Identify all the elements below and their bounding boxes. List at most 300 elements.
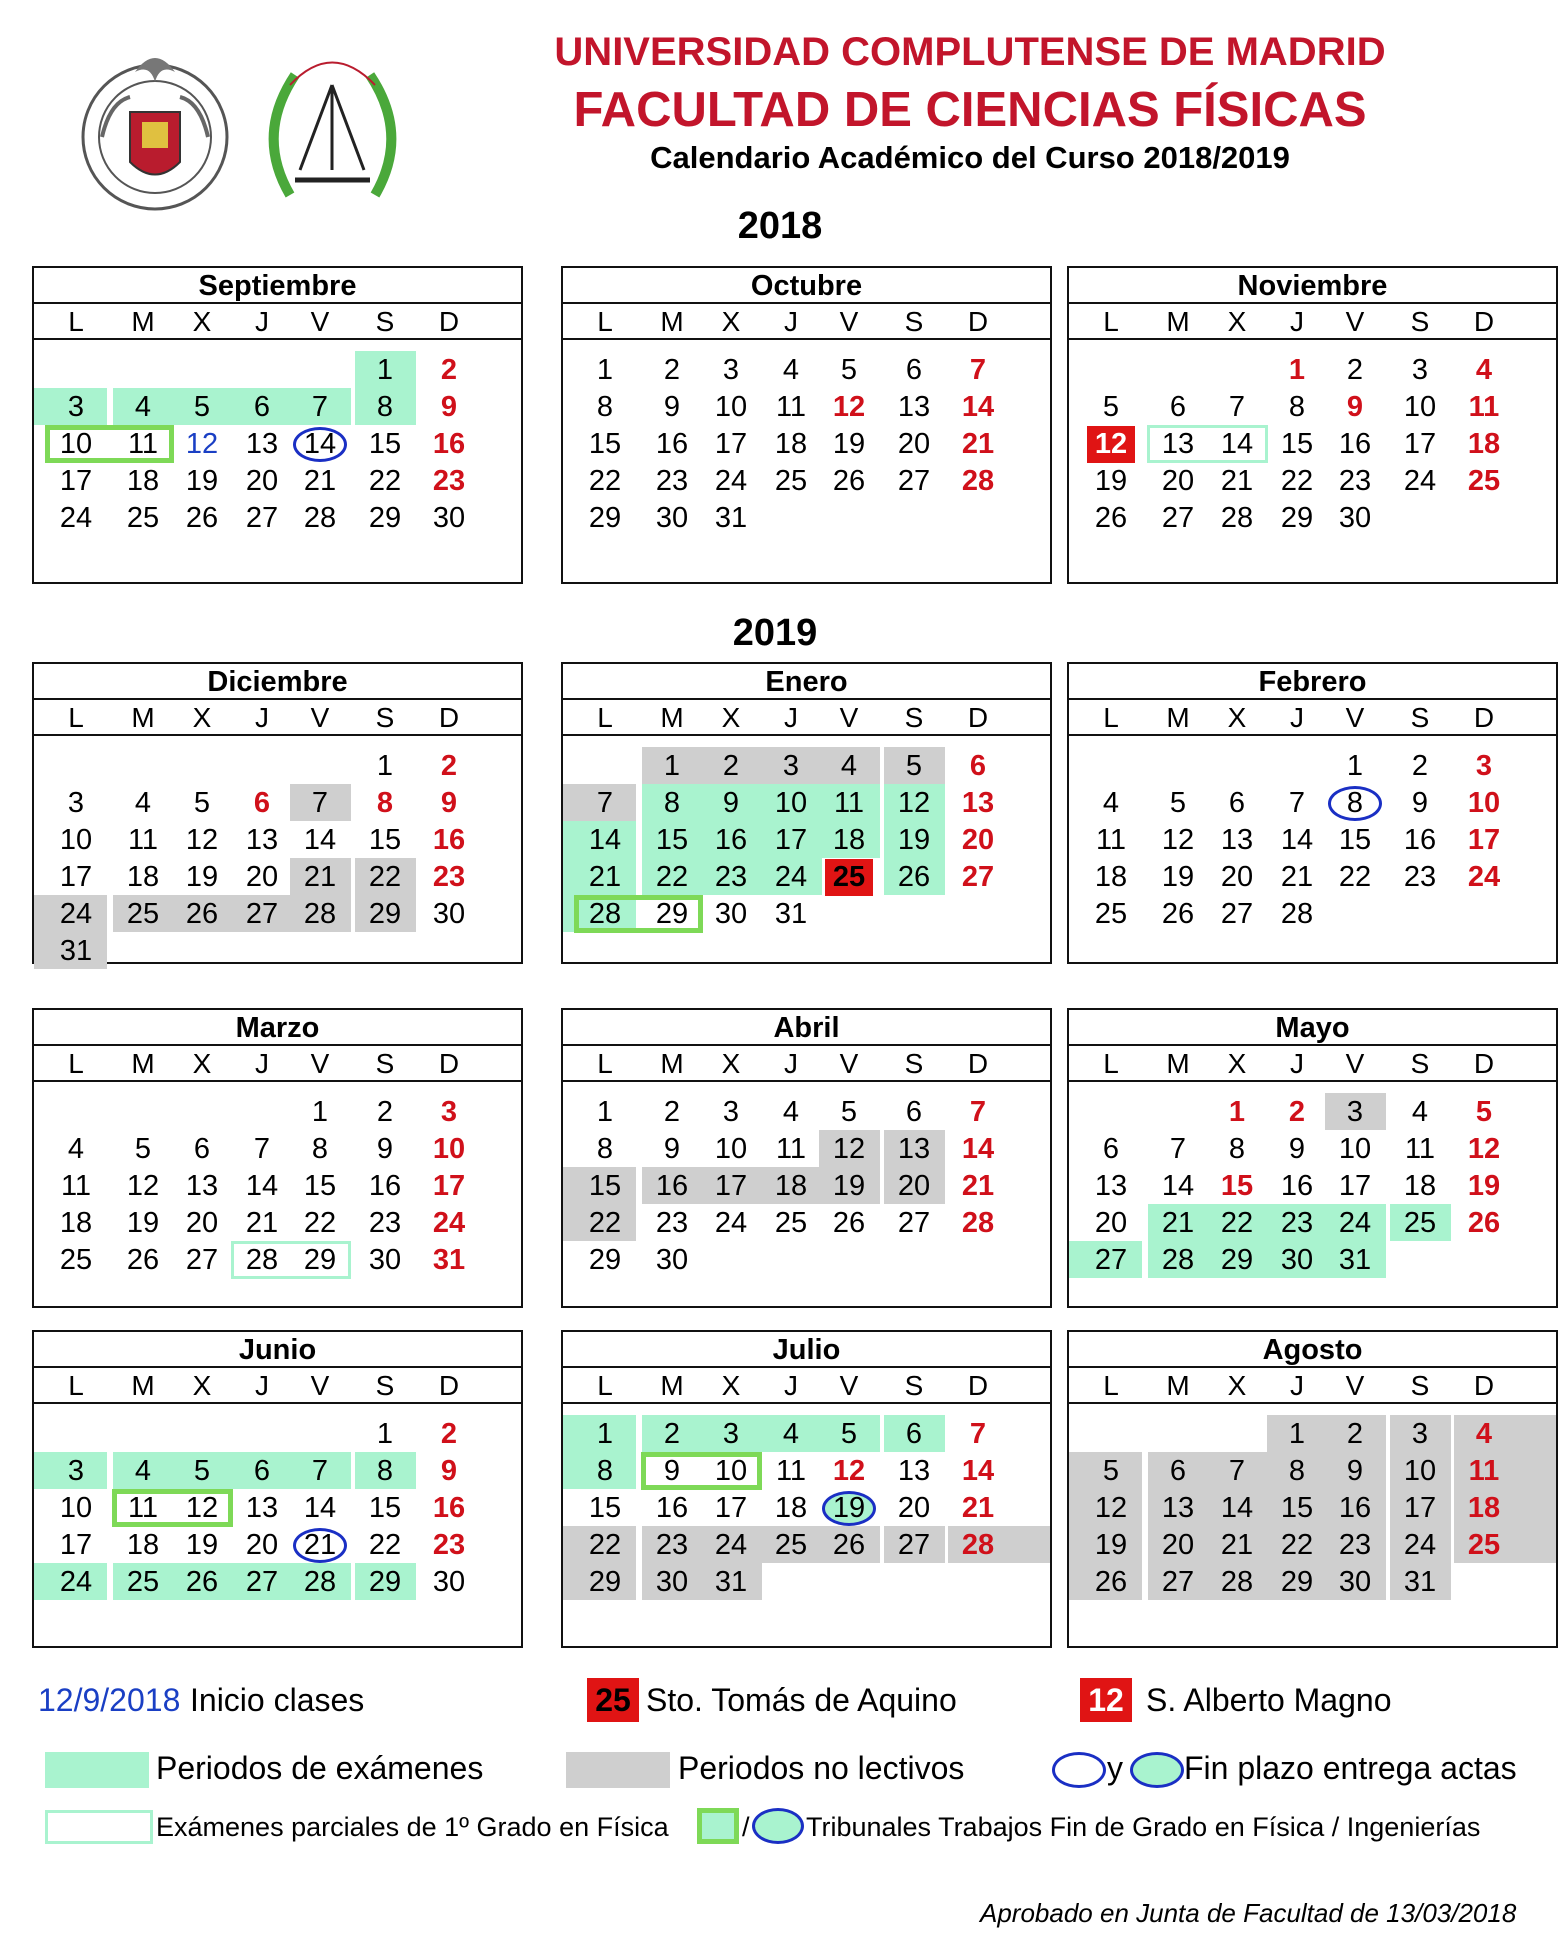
calendar-day: 1 <box>376 354 394 386</box>
calendar-day: 27 <box>1220 898 1254 930</box>
calendar-day: 10 <box>59 1492 93 1524</box>
calendar-day: 15 <box>368 1492 402 1524</box>
calendar-day: 23 <box>655 465 689 497</box>
calendar-day: 17 <box>714 1170 748 1202</box>
calendar-day: 19 <box>832 1492 866 1524</box>
calendar-day: 22 <box>303 1207 337 1239</box>
calendar-day: 8 <box>376 787 394 819</box>
calendar-day: 17 <box>59 861 93 893</box>
weekday-label: D <box>1473 1370 1495 1401</box>
month-marzo <box>32 1008 523 1308</box>
calendar-day: 16 <box>368 1170 402 1202</box>
calendar-day: 3 <box>67 787 85 819</box>
calendar-day: 18 <box>774 1170 808 1202</box>
weekday-label: J <box>1290 1370 1304 1401</box>
calendar-day: 10 <box>1403 391 1437 423</box>
calendar-day: 29 <box>368 1566 402 1598</box>
calendar-day: 6 <box>905 1418 923 1450</box>
calendar-day: 23 <box>655 1207 689 1239</box>
calendar-day: 11 <box>775 1133 807 1165</box>
calendar-day: 13 <box>245 824 279 856</box>
calendar-day: 30 <box>1338 1566 1372 1598</box>
calendar-day: 26 <box>897 861 931 893</box>
weekday-label: M <box>131 1370 155 1401</box>
calendar-day: 16 <box>1338 1492 1372 1524</box>
calendar-day: 27 <box>185 1244 219 1276</box>
calendar-day: 4 <box>1475 1418 1493 1450</box>
calendar-day: 3 <box>1475 750 1493 782</box>
calendar-day: 15 <box>588 1492 622 1524</box>
calendar-day: 5 <box>1475 1096 1493 1128</box>
university-title: UNIVERSIDAD COMPLUTENSE DE MADRID <box>554 30 1386 74</box>
weekday-label: J <box>1290 702 1304 733</box>
calendar-day: 19 <box>185 861 219 893</box>
weekday-label: L <box>1103 702 1119 733</box>
calendar-day: 25 <box>774 1529 808 1561</box>
calendar-day: 28 <box>1280 898 1314 930</box>
weekday-label: L <box>597 306 613 337</box>
calendar-day: 16 <box>655 1492 689 1524</box>
calendar-day: 13 <box>1161 1492 1195 1524</box>
calendar-day: 22 <box>655 861 689 893</box>
calendar-day: 11 <box>127 1492 159 1524</box>
physics-faculty-logo <box>250 45 415 210</box>
calendar-day: 19 <box>897 824 931 856</box>
calendar-day: 26 <box>832 1529 866 1561</box>
calendar-day: 6 <box>1169 1455 1187 1487</box>
tfg-tribunal-outline <box>45 425 174 463</box>
calendar-day: 21 <box>961 1492 995 1524</box>
legend-start-label: Inicio clases <box>190 1682 365 1718</box>
calendar-day: 23 <box>368 1207 402 1239</box>
calendar-day: 12 <box>832 1455 866 1487</box>
calendar-day: 18 <box>59 1207 93 1239</box>
calendar-day: 17 <box>1338 1170 1372 1202</box>
calendar-day: 31 <box>714 1566 748 1598</box>
ucm-seal-logo <box>80 42 230 217</box>
weekday-label: J <box>784 702 798 733</box>
calendar-day: 27 <box>897 465 931 497</box>
weekday-label: L <box>597 1048 613 1079</box>
calendar-day: 30 <box>432 1566 466 1598</box>
weekday-label: X <box>721 702 741 733</box>
calendar-day: 29 <box>303 1244 337 1276</box>
month-name: Agosto <box>1069 1332 1556 1368</box>
weekday-label: D <box>967 702 989 733</box>
weekday-label: D <box>1473 1048 1495 1079</box>
actas-green-circle-icon <box>1130 1752 1184 1788</box>
weekday-label: M <box>131 702 155 733</box>
calendar-day: 1 <box>596 1096 614 1128</box>
calendar-day: 24 <box>714 465 748 497</box>
calendar-day: 24 <box>1338 1207 1372 1239</box>
calendar-day: 3 <box>1346 1096 1364 1128</box>
calendar-day: 23 <box>432 1529 466 1561</box>
calendar-day: 26 <box>832 1207 866 1239</box>
calendar-day: 8 <box>596 1133 614 1165</box>
weekday-label: M <box>1166 702 1190 733</box>
calendar-day: 2 <box>1411 750 1429 782</box>
calendar-day: 22 <box>588 1529 622 1561</box>
weekday-label: X <box>721 1370 741 1401</box>
calendar-day: 15 <box>588 1170 622 1202</box>
calendar-day: 23 <box>1280 1207 1314 1239</box>
weekday-label: D <box>1473 306 1495 337</box>
calendar-day: 21 <box>303 1529 337 1561</box>
calendar-day: 3 <box>782 750 800 782</box>
calendar-day: 29 <box>588 1566 622 1598</box>
weekday-header <box>1069 1046 1556 1082</box>
calendar-day: 17 <box>774 824 808 856</box>
calendar-day: 11 <box>775 1455 807 1487</box>
calendar-day: 27 <box>897 1207 931 1239</box>
weekday-label: J <box>784 306 798 337</box>
calendar-day: 29 <box>1220 1244 1254 1276</box>
calendar-day: 24 <box>1403 1529 1437 1561</box>
weekday-label: D <box>967 306 989 337</box>
calendar-day: 13 <box>185 1170 219 1202</box>
calendar-day: 2 <box>1346 354 1364 386</box>
weekday-label: V <box>1345 306 1365 337</box>
month-name: Septiembre <box>34 268 521 304</box>
calendar-day: 23 <box>1403 861 1437 893</box>
calendar-day: 26 <box>185 502 219 534</box>
calendar-day: 28 <box>961 1207 995 1239</box>
calendar-day: 16 <box>655 1170 689 1202</box>
calendar-day: 11 <box>60 1170 92 1202</box>
calendar-day: 12 <box>832 391 866 423</box>
calendar-day: 24 <box>59 1566 93 1598</box>
calendar-day: 6 <box>253 391 271 423</box>
weekday-label: J <box>784 1048 798 1079</box>
month-junio <box>32 1330 523 1648</box>
calendar-day: 20 <box>1161 1529 1195 1561</box>
calendar-day: 12 <box>185 428 219 460</box>
calendar-day: 9 <box>1346 1455 1364 1487</box>
weekday-label: X <box>721 306 741 337</box>
month-mayo <box>1067 1008 1558 1308</box>
weekday-label: S <box>375 306 395 337</box>
month-agosto <box>1067 1330 1558 1648</box>
weekday-label: M <box>1166 306 1190 337</box>
calendar-day: 10 <box>1467 787 1501 819</box>
calendar-day: 7 <box>311 391 329 423</box>
calendar-day: 11 <box>1468 1455 1500 1487</box>
calendar-day: 9 <box>663 1455 681 1487</box>
calendar-day: 7 <box>969 1096 987 1128</box>
weekday-label: V <box>310 702 330 733</box>
calendar-day: 22 <box>1338 861 1372 893</box>
weekday-header <box>1069 1368 1556 1404</box>
calendar-day: 24 <box>432 1207 466 1239</box>
calendar-day: 26 <box>1161 898 1195 930</box>
calendar-day: 20 <box>185 1207 219 1239</box>
calendar-day: 31 <box>714 502 748 534</box>
calendar-day: 3 <box>67 1455 85 1487</box>
calendar-day: 20 <box>1094 1207 1128 1239</box>
calendar-day: 4 <box>1411 1096 1429 1128</box>
calendar-day: 4 <box>134 391 152 423</box>
calendar-day: 1 <box>1288 354 1306 386</box>
calendar-day: 6 <box>1102 1133 1120 1165</box>
calendar-day: 5 <box>193 391 211 423</box>
calendar-day: 31 <box>59 935 93 967</box>
calendar-day: 27 <box>961 861 995 893</box>
weekday-label: D <box>438 702 460 733</box>
calendar-day: 5 <box>840 1418 858 1450</box>
calendar-day: 22 <box>368 465 402 497</box>
calendar-day: 15 <box>1220 1170 1254 1202</box>
calendar-day: 5 <box>1169 787 1187 819</box>
calendar-day: 25 <box>126 898 160 930</box>
month-name: Diciembre <box>34 664 521 700</box>
calendar-day: 16 <box>655 428 689 460</box>
calendar-day: 8 <box>596 1455 614 1487</box>
calendar-day: 31 <box>1403 1566 1437 1598</box>
month-febrero <box>1067 662 1558 964</box>
partial-exam-outline <box>1147 425 1268 463</box>
calendar-day: 29 <box>368 898 402 930</box>
calendar-day: 8 <box>376 391 394 423</box>
weekday-label: D <box>438 1048 460 1079</box>
calendar-day: 20 <box>897 1492 931 1524</box>
calendar-day: 5 <box>905 750 923 782</box>
calendar-day: 10 <box>59 428 93 460</box>
weekday-label: X <box>1227 1370 1247 1401</box>
weekday-label: X <box>1227 702 1247 733</box>
calendar-day: 17 <box>714 428 748 460</box>
approval-footer: Aprobado en Junta de Facultad de 13/03/2018 <box>980 1898 1517 1928</box>
tfg-tribunal-outline <box>574 895 703 933</box>
weekday-label: V <box>1345 1048 1365 1079</box>
weekday-label: V <box>839 1048 859 1079</box>
weekday-header <box>34 1368 521 1404</box>
calendar-day: 18 <box>1094 861 1128 893</box>
weekday-label: M <box>660 1370 684 1401</box>
calendar-day: 28 <box>588 898 622 930</box>
calendar-day: 16 <box>714 824 748 856</box>
calendar-day: 7 <box>311 1455 329 1487</box>
month-septiembre <box>32 266 523 584</box>
calendar-day: 10 <box>714 1455 748 1487</box>
calendar-day: 2 <box>440 750 458 782</box>
calendar-day: 3 <box>440 1096 458 1128</box>
calendar-day: 9 <box>1346 391 1364 423</box>
calendar-day: 2 <box>663 1096 681 1128</box>
calendar-day: 1 <box>596 1418 614 1450</box>
month-enero <box>561 662 1052 964</box>
weekday-label: J <box>1290 306 1304 337</box>
calendar-day: 30 <box>432 502 466 534</box>
calendar-day: 18 <box>774 1492 808 1524</box>
legend-actas-label: Fin plazo entrega actas <box>1184 1750 1517 1786</box>
calendar-day: 6 <box>193 1133 211 1165</box>
weekday-header <box>563 1046 1050 1082</box>
calendar-day: 25 <box>774 465 808 497</box>
calendar-day: 16 <box>432 428 466 460</box>
calendar-day: 10 <box>714 391 748 423</box>
calendar-day: 6 <box>1169 391 1187 423</box>
calendar-day: 21 <box>588 861 622 893</box>
calendar-day: 25 <box>1094 898 1128 930</box>
month-julio <box>561 1330 1052 1648</box>
calendar-day: 26 <box>1094 502 1128 534</box>
calendar-day: 2 <box>722 750 740 782</box>
calendar-day: 4 <box>840 750 858 782</box>
calendar-day: 2 <box>1346 1418 1364 1450</box>
weekday-label: S <box>1410 1048 1430 1079</box>
calendar-day: 1 <box>376 1418 394 1450</box>
calendar-day: 11 <box>833 787 865 819</box>
weekday-label: X <box>1227 1048 1247 1079</box>
calendar-day: 13 <box>897 1133 931 1165</box>
calendar-day: 18 <box>126 465 160 497</box>
calendar-day: 8 <box>1288 1455 1306 1487</box>
weekday-label: S <box>904 702 924 733</box>
calendar-day: 26 <box>1467 1207 1501 1239</box>
calendar-day: 24 <box>714 1529 748 1561</box>
calendar-day: 7 <box>596 787 614 819</box>
weekday-label: L <box>68 702 84 733</box>
weekday-header <box>563 1368 1050 1404</box>
weekday-label: S <box>904 1048 924 1079</box>
weekday-header <box>34 304 521 340</box>
calendar-day: 12 <box>1094 1492 1128 1524</box>
calendar-day: 26 <box>126 1244 160 1276</box>
calendar-day: 27 <box>1161 502 1195 534</box>
calendar-day: 27 <box>245 502 279 534</box>
calendar-day: 3 <box>67 391 85 423</box>
calendar-day: 25 <box>126 502 160 534</box>
calendar-day: 3 <box>1411 354 1429 386</box>
weekday-label: V <box>310 1370 330 1401</box>
calendar-day: 20 <box>1161 465 1195 497</box>
calendar-day: 15 <box>1280 1492 1314 1524</box>
calendar-day: 29 <box>368 502 402 534</box>
calendar-day: 27 <box>1161 1566 1195 1598</box>
legend-tfg-circle-icon <box>752 1808 804 1844</box>
weekday-label: L <box>68 306 84 337</box>
calendar-day: 19 <box>185 1529 219 1561</box>
calendar-day: 6 <box>969 750 987 782</box>
weekday-label: M <box>660 306 684 337</box>
legend-start-date: 12/9/2018 <box>38 1682 181 1718</box>
calendar-day: 21 <box>1280 861 1314 893</box>
calendar-day: 24 <box>1467 861 1501 893</box>
calendar-day: 4 <box>782 1096 800 1128</box>
legend-alberto-box: 12 <box>1080 1678 1132 1722</box>
month-name: Febrero <box>1069 664 1556 700</box>
weekday-label: V <box>1345 702 1365 733</box>
calendar-day: 20 <box>245 861 279 893</box>
calendar-day: 24 <box>59 898 93 930</box>
weekday-header <box>563 700 1050 736</box>
calendar-day: 27 <box>897 1529 931 1561</box>
calendar-day: 13 <box>1220 824 1254 856</box>
calendar-day: 5 <box>193 787 211 819</box>
weekday-label: V <box>1345 1370 1365 1401</box>
weekday-label: J <box>255 1370 269 1401</box>
calendar-day: 16 <box>1280 1170 1314 1202</box>
calendar-day: 20 <box>897 1170 931 1202</box>
calendar-day: 25 <box>774 1207 808 1239</box>
faculty-title: FACULTAD DE CIENCIAS FÍSICAS <box>573 83 1367 137</box>
calendar-day: 3 <box>1411 1418 1429 1450</box>
weekday-label: V <box>839 1370 859 1401</box>
calendar-day: 6 <box>1228 787 1246 819</box>
weekday-header <box>34 1046 521 1082</box>
calendar-day: 9 <box>663 391 681 423</box>
calendar-day: 28 <box>303 502 337 534</box>
calendar-day: 21 <box>1220 1529 1254 1561</box>
calendar-day: 11 <box>1095 824 1127 856</box>
calendar-day: 14 <box>303 824 337 856</box>
weekday-label: V <box>839 306 859 337</box>
calendar-day: 17 <box>59 465 93 497</box>
calendar-day: 15 <box>1280 428 1314 460</box>
legend-y: y <box>1107 1750 1123 1786</box>
calendar-day: 18 <box>1467 1492 1501 1524</box>
calendar-day: 30 <box>1280 1244 1314 1276</box>
calendar-day: 31 <box>1338 1244 1372 1276</box>
weekday-label: L <box>68 1048 84 1079</box>
month-name: Julio <box>563 1332 1050 1368</box>
calendar-day: 27 <box>245 898 279 930</box>
month-diciembre <box>32 662 523 967</box>
calendar-day: 28 <box>1161 1244 1195 1276</box>
calendar-day: 6 <box>905 354 923 386</box>
calendar-day: 30 <box>368 1244 402 1276</box>
calendar-day: 28 <box>1220 1566 1254 1598</box>
calendar-day: 17 <box>714 1492 748 1524</box>
partial-exam-outline <box>231 1241 351 1279</box>
calendar-day: 21 <box>303 861 337 893</box>
calendar-day: 22 <box>588 1207 622 1239</box>
calendar-day: 5 <box>840 354 858 386</box>
weekday-label: M <box>131 306 155 337</box>
calendar-day: 5 <box>1102 391 1120 423</box>
calendar-day: 4 <box>134 787 152 819</box>
weekday-label: S <box>375 1370 395 1401</box>
calendar-day: 17 <box>59 1529 93 1561</box>
calendar-day: 4 <box>67 1133 85 1165</box>
weekday-header <box>563 304 1050 340</box>
calendar-day: 7 <box>253 1133 271 1165</box>
calendar-day: 4 <box>1475 354 1493 386</box>
calendar-day: 22 <box>368 861 402 893</box>
weekday-label: D <box>438 1370 460 1401</box>
month-name: Abril <box>563 1010 1050 1046</box>
calendar-day: 2 <box>440 1418 458 1450</box>
calendar-day: 24 <box>714 1207 748 1239</box>
calendar-day: 20 <box>897 428 931 460</box>
calendar-day: 19 <box>1467 1170 1501 1202</box>
calendar-day: 29 <box>655 898 689 930</box>
feast-day: 25 <box>825 859 873 896</box>
month-octubre <box>561 266 1052 584</box>
calendar-day: 15 <box>655 824 689 856</box>
calendar-day: 5 <box>134 1133 152 1165</box>
weekday-label: M <box>1166 1048 1190 1079</box>
weekday-label: S <box>1410 702 1430 733</box>
calendar-day: 13 <box>1094 1170 1128 1202</box>
calendar-day: 16 <box>1403 824 1437 856</box>
calendar-day: 14 <box>961 391 995 423</box>
weekday-label: S <box>1410 1370 1430 1401</box>
weekday-label: D <box>1473 702 1495 733</box>
month-noviembre <box>1067 266 1558 584</box>
calendar-day: 19 <box>185 465 219 497</box>
